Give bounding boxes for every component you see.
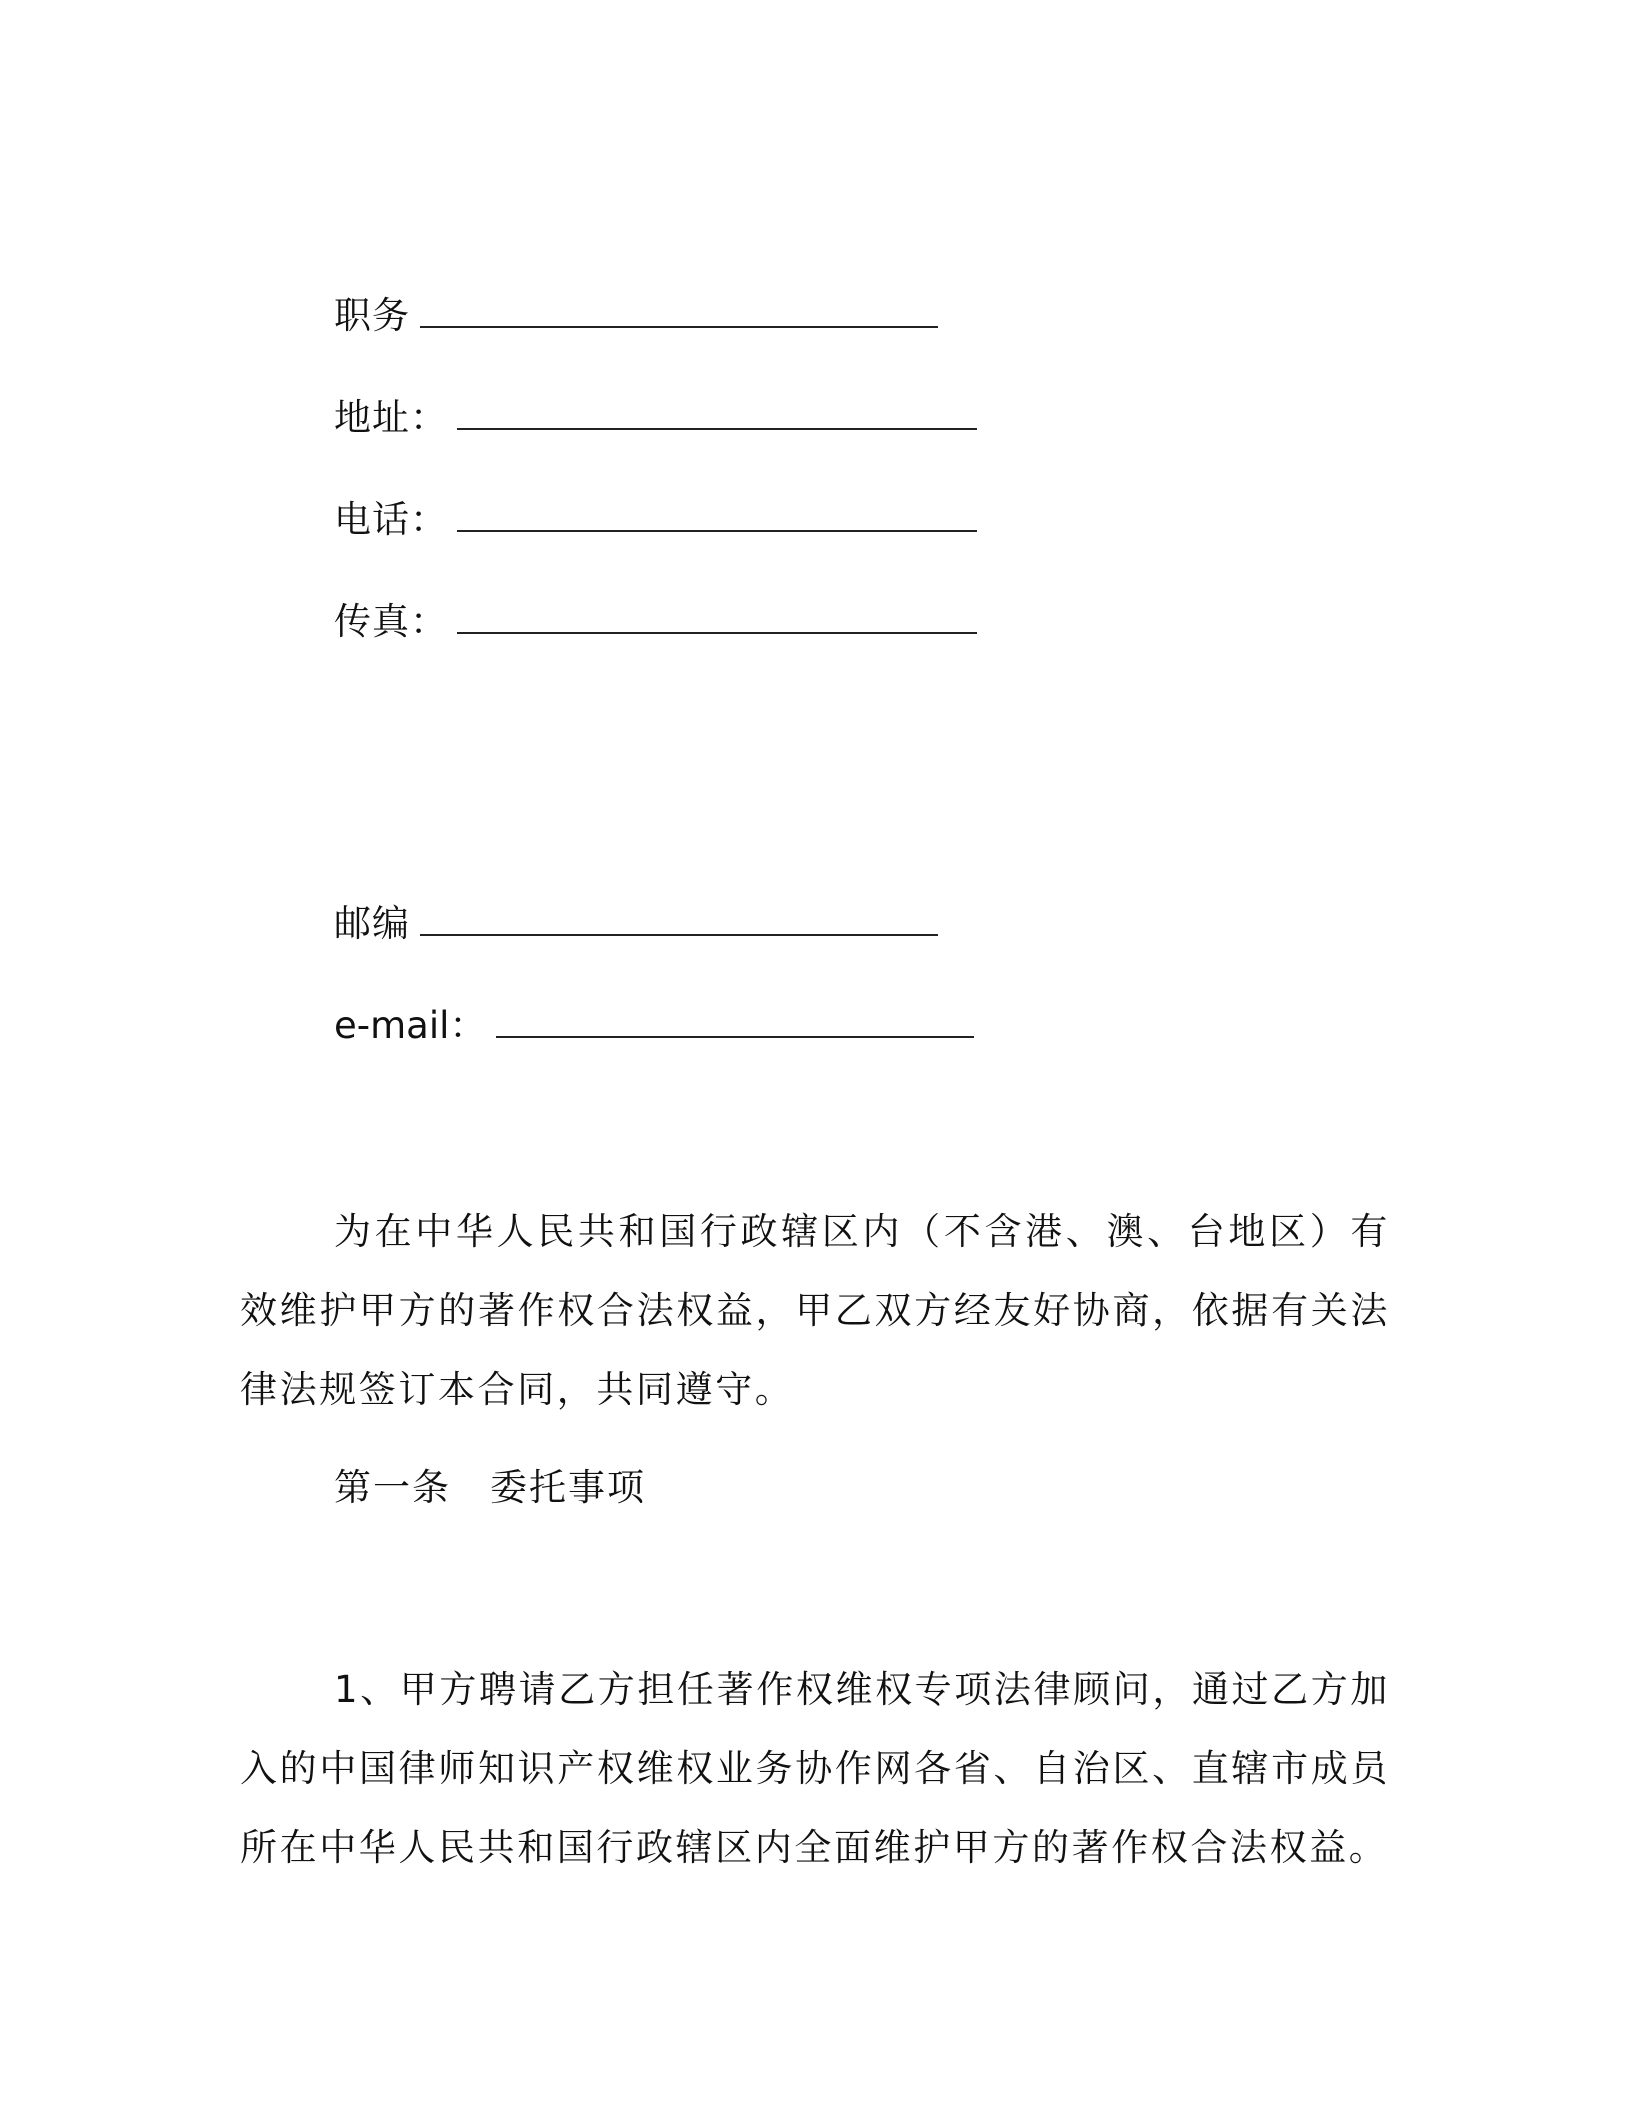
address-field [334,392,977,444]
fax-label: 传真 [334,600,410,643]
position-label: 职务 [334,294,410,337]
phone-blank-line[interactable] [457,496,977,532]
intro-paragraph: 为在中华人民共和国行政辖区内（不含港、澳、台地区）有效维护甲方的著作权合法权益，甲乙双方经友好协商，依据有关法律法规签订本合同，共同遵守。 [240,1210,1390,1411]
postcode-field [334,898,938,950]
phone-field [334,494,977,546]
email-colon: ： [449,1004,487,1047]
article-heading: 第一条 委托事项 [334,1466,646,1509]
fax-colon: ： [410,600,447,643]
postcode-label: 邮编 [334,902,410,945]
address-label: 地址 [334,396,410,439]
fax-blank-line[interactable] [457,598,977,634]
clause-1-paragraph: 1、甲方聘请乙方担任著作权维权专项法律顾问，通过乙方加入的中国律师知识产权维权业务协作网各省、自治区、直辖市成员所在中华人民共和国行政辖区内全面维护甲方的著作权合法权益。 [240,1668,1390,1869]
position-blank-line[interactable] [420,292,938,328]
email-label: e-mail [334,1004,450,1047]
position-field [334,290,938,342]
email-blank-line[interactable] [496,1002,974,1038]
phone-label: 电话 [334,498,410,541]
address-blank-line[interactable] [457,394,977,430]
postcode-blank-line[interactable] [420,900,938,936]
address-colon: ： [410,396,447,439]
email-field [334,1000,974,1052]
phone-colon: ： [410,498,447,541]
fax-field [334,596,977,648]
